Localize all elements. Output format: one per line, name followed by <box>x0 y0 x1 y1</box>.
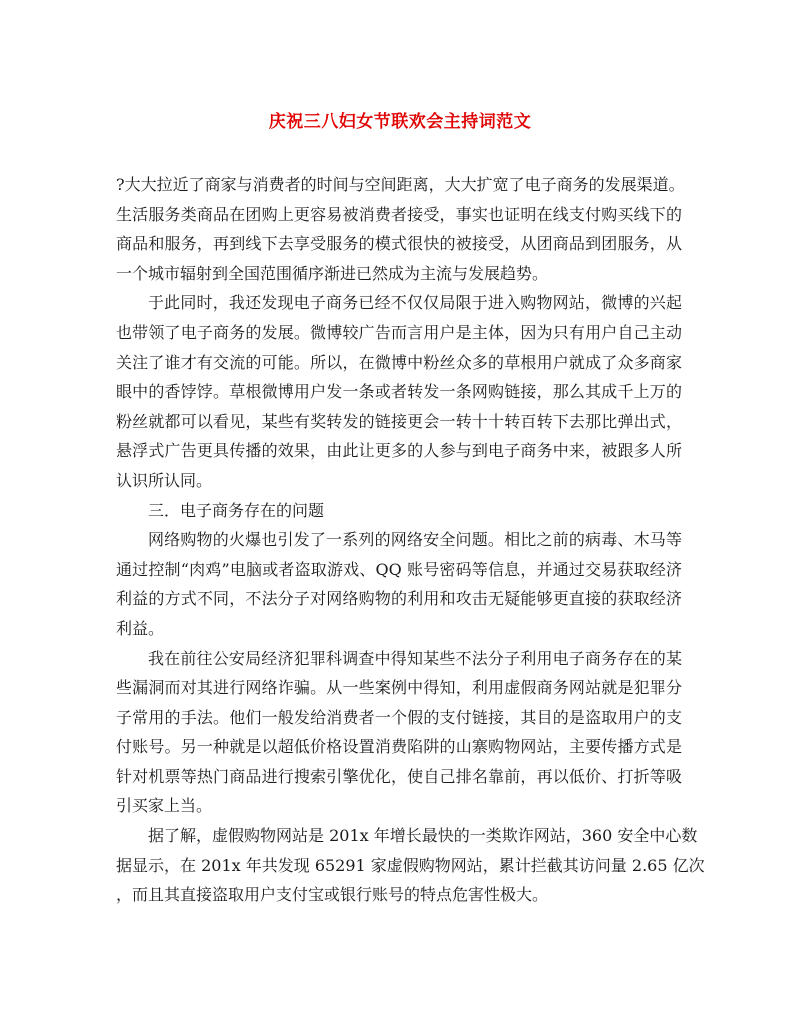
text-line: 商品和服务，再到线下去享受服务的模式很快的被接受，从团商品到团服务，从 <box>116 234 682 254</box>
text-line: 据了解，虚假购物网站是 201x 年增长最快的一类欺诈网站，360 安全中心数 <box>148 826 698 846</box>
text-line: 子常用的手法。他们一般发给消费者一个假的支付链接，其目的是盗取用户的支 <box>116 707 682 727</box>
text-line: 眼中的香饽饽。草根微博用户发一条或者转发一条网购链接，那么其成千上万的 <box>116 382 682 402</box>
text-line: 些漏洞而对其进行网络诈骗。从一些案例中得知，利用虚假商务网站就是犯罪分 <box>116 678 682 698</box>
text-line: ，而且其直接盗取用户支付宝或银行账号的特点危害性极大。 <box>116 885 549 905</box>
text-line: 付账号。另一种就是以超低价格设置消费陷阱的山寨购物网站，主要传播方式是 <box>116 737 682 757</box>
text-line: 悬浮式广告更具传播的效果，由此让更多的人参与到电子商务中来，被跟多人所 <box>116 441 682 461</box>
text-line: 针对机票等热门商品进行搜索引擎优化，使自己排名靠前，再以低价、打折等吸 <box>116 766 682 786</box>
text-line: 于此同时，我还发现电子商务已经不仅仅局限于进入购物网站，微博的兴起 <box>148 293 682 313</box>
text-line: 也带领了电子商务的发展。微博较广告而言用户是主体，因为只有用户自己主动 <box>116 322 682 342</box>
text-line: 粉丝就都可以看见，某些有奖转发的链接更会一转十十转百转下去那比弹出式， <box>116 411 682 431</box>
document-body <box>116 170 705 910</box>
text-line: 一个城市辐射到全国范围循序渐进已然成为主流与发展趋势。 <box>116 263 549 283</box>
document-title: 庆祝三八妇女节联欢会主持词范文 <box>268 112 532 132</box>
text-line: 利益的方式不同，不法分子对网络购物的利用和攻击无疑能够更直接的获取经济 <box>116 589 682 609</box>
text-line: 关注了谁才有交流的可能。所以，在微博中粉丝众多的草根用户就成了众多商家 <box>116 352 682 372</box>
text-line: 利益。 <box>116 618 165 638</box>
text-line: 认识所认同。 <box>116 470 213 490</box>
text-line: 通过控制“肉鸡”电脑或者盗取游戏、QQ 账号密码等信息，并通过交易获取经济 <box>116 559 682 579</box>
text-line: 据显示，在 201x 年共发现 65291 家虚假购物网站，累计拦截其访问量 2.65 亿次 <box>116 855 705 875</box>
text-line: 我在前往公安局经济犯罪科调查中得知某些不法分子利用电子商务存在的某 <box>148 648 682 668</box>
text-line: 生活服务类商品在团购上更容易被消费者接受，事实也证明在线支付购买线下的 <box>116 204 682 224</box>
text-line: ?大大拉近了商家与消费者的时间与空间距离，大大扩宽了电子商务的发展渠道。 <box>116 175 685 194</box>
text-line: 引买家上当。 <box>116 796 213 816</box>
section-heading: 三．电子商务存在的问题 <box>148 500 325 520</box>
text-line: 网络购物的火爆也引发了一系列的网络安全问题。相比之前的病毒、木马等 <box>148 530 682 550</box>
